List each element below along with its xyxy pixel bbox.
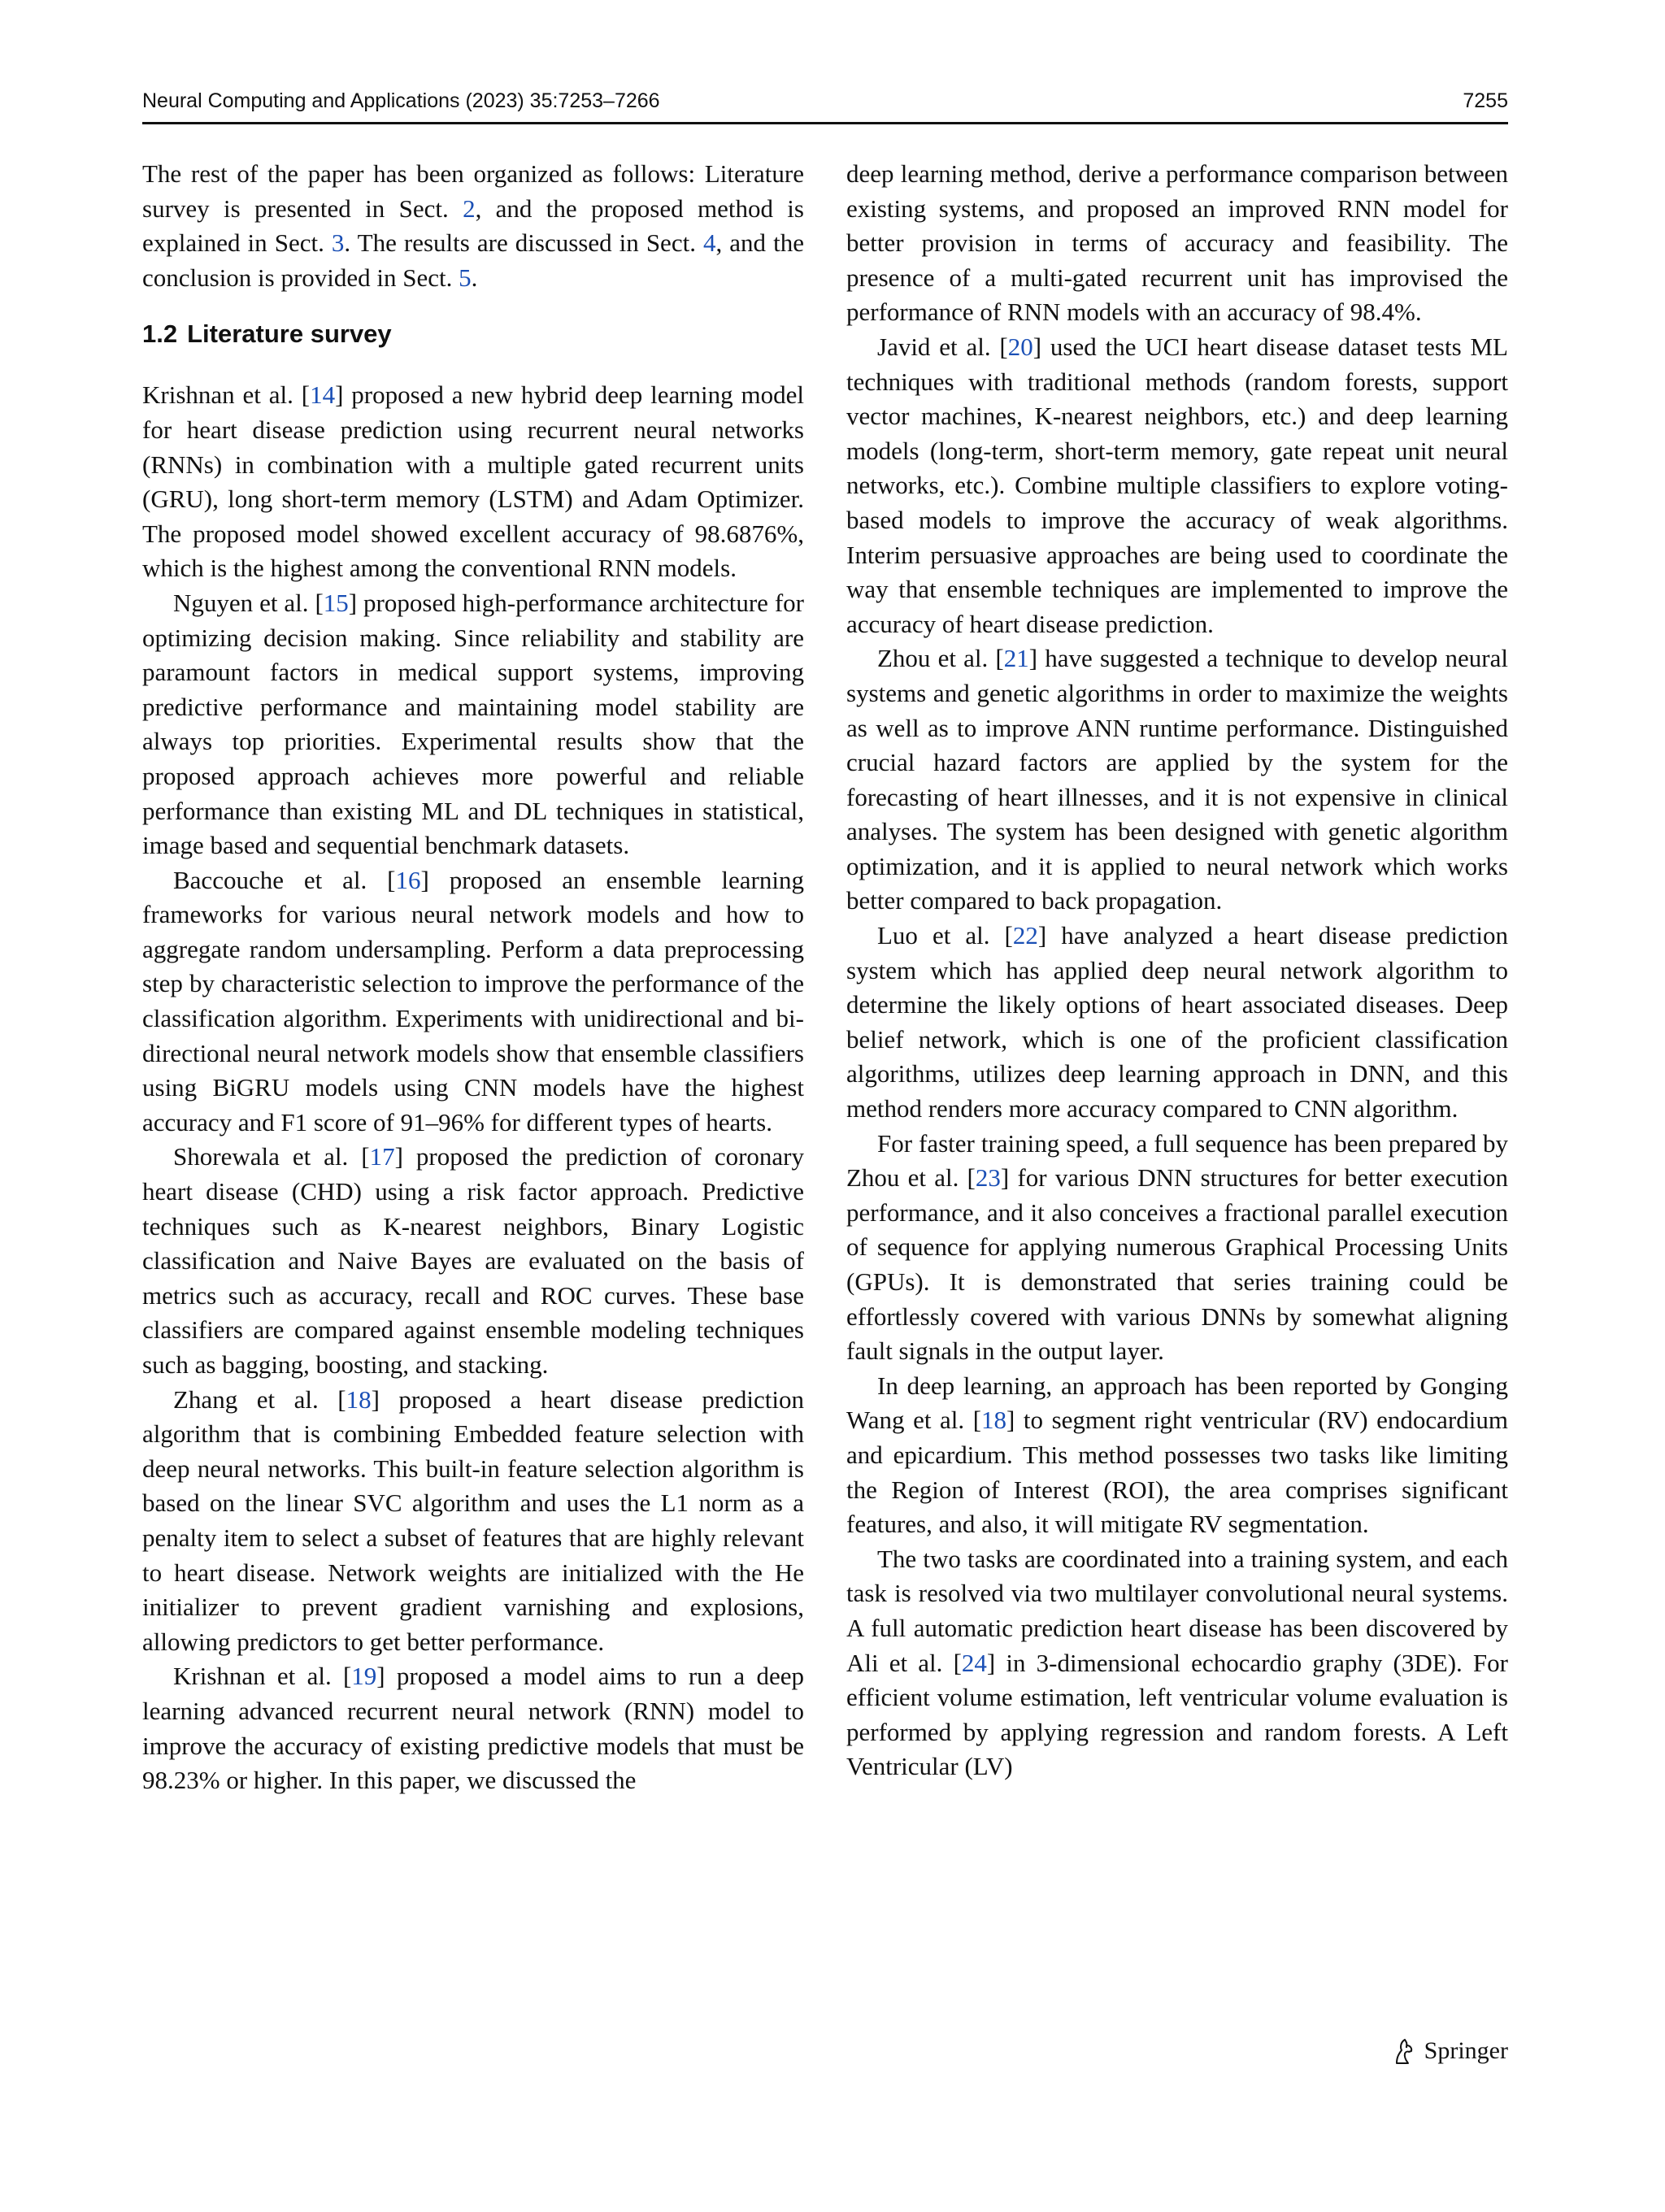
text: ] proposed a heart disease prediction algorithm that is combining Embedded feature selection with deep neural networks. This built-in feature selection algorithm is based on the linear SVC algorithm and uses the L1 norm as a penalty item to select a subset of features that are highly relevant to heart disease. Network weights are initialized with the He initializer to prevent gradient varnishing and explosions, allowing predictors to get better performance. bbox=[142, 1384, 805, 1656]
text: ] proposed a model aims to run a deep learning advanced recurrent neural network (RNN) model to improve the accuracy of existing predictive models that must be 98.23% or higher. In this paper, we discussed the bbox=[142, 1662, 804, 1795]
paragraph bbox=[846, 641, 1508, 919]
text: ] proposed a new hybrid deep learning model for heart disease prediction using recurrent neural networks (RNNs) in combination with a multiple gated recurrent units (GRU), long short-term memory (LSTM) and Adam Optimizer. The proposed model showed excellent accuracy of 98.6876%, which is the highest among the conventional RNN models. bbox=[142, 380, 804, 583]
text: ] have analyzed a heart disease prediction system which has applied deep neural network algorithm to determine the likely options of heart associated diseases. Deep belief network, which is one of the proficient classification algorithms, utilizes deep learning approach in DNN, and this method renders more accuracy compared to CNN algorithm. bbox=[846, 921, 1508, 1123]
paragraph bbox=[142, 586, 804, 863]
section-link[interactable]: 5 bbox=[459, 263, 472, 292]
text: For faster training speed, a full sequence has been prepared by Zhou et al. [ bbox=[846, 1128, 1508, 1193]
text: Luo et al. [ bbox=[877, 921, 1013, 950]
section-link[interactable]: 3 bbox=[331, 228, 345, 258]
citation-link[interactable]: 18 bbox=[346, 1384, 372, 1414]
citation-link[interactable]: 20 bbox=[1007, 332, 1033, 361]
citation-link[interactable]: 17 bbox=[369, 1142, 395, 1171]
paragraph bbox=[846, 919, 1508, 1127]
publisher-logo bbox=[1392, 2037, 1508, 2065]
text: Javid et al. [ bbox=[877, 332, 1008, 361]
text: Krishnan et al. [ bbox=[173, 1662, 352, 1691]
citation-link[interactable]: 23 bbox=[975, 1163, 1001, 1193]
text: Krishnan et al. [ bbox=[142, 380, 311, 410]
paragraph bbox=[846, 330, 1508, 641]
text: ] used the UCI heart disease dataset tests ML techniques with traditional methods (random forests, support vector machines, K-nearest neighbors, etc.) and deep learning models (long-term, short-term memory, gate repeat unit neural networks, etc.). Combine multiple classifiers to explore voting-based models to improve the accuracy of weak algorithms. Interim persuasive approaches are being used to coordinate the way that ensemble techniques are implemented to improve the accuracy of heart disease prediction. bbox=[846, 332, 1508, 638]
text: Zhang et al. [ bbox=[173, 1384, 346, 1414]
citation-link[interactable]: 14 bbox=[310, 380, 336, 410]
text: In deep learning, an approach has been reported by Gonging Wang et al. [ bbox=[846, 1371, 1508, 1435]
text: , and the proposed method is explained in Sect. bbox=[142, 193, 804, 258]
header-rule bbox=[142, 122, 1508, 124]
page-number: 7255 bbox=[1463, 89, 1508, 112]
intro-paragraph bbox=[142, 157, 804, 295]
paragraph bbox=[142, 1659, 804, 1797]
section-heading bbox=[142, 318, 804, 350]
right-column bbox=[846, 157, 1508, 1784]
paragraph bbox=[142, 863, 804, 1141]
text: ] proposed an ensemble learning frameworks for various neural network models and how to aggregate random undersampling. Perform a data preprocessing step by characteristic selection to improve the performance of the classification algorithm. Experiments with unidirectional and bi-directional neural network models show that ensemble classifiers using BiGRU models using CNN models have the highest accuracy and F1 score of 91–96% for different types of hearts. bbox=[142, 865, 804, 1136]
section-title: Literature survey bbox=[187, 319, 392, 349]
citation-link[interactable]: 22 bbox=[1012, 921, 1038, 950]
citation-link[interactable]: 24 bbox=[961, 1648, 987, 1677]
text: ] proposed the prediction of coronary heart disease (CHD) using a risk factor approach. Predictive techniques such as K-nearest neighbors, Binary Logistic classification and Naive Bayes are evaluated on the basis of metrics such as accuracy, recall and ROC curves. These base classifiers are compared against ensemble modeling techniques such as bagging, boosting, and stacking. bbox=[142, 1142, 804, 1379]
paragraph bbox=[142, 378, 804, 586]
citation-link[interactable]: 16 bbox=[395, 865, 421, 894]
publisher-name: Springer bbox=[1424, 2037, 1508, 2064]
text: ] proposed high-performance architecture for optimizing decision making. Since reliability and stability are paramount factors in medical support systems, improving predictive performance and maintaining model stability are always top priorities. Experimental results show that the proposed approach achieves more powerful and reliable performance than existing ML and DL techniques in statistical, image based and sequential benchmark datasets. bbox=[142, 588, 805, 860]
text: ] to segment right ventricular (RV) endocardium and epicardium. This method possesses two tasks like limiting the Region of Interest (ROI), the area comprises significant features, and also, it will mitigate RV segmentation. bbox=[846, 1406, 1508, 1539]
text: The rest of the paper has been organized as follows: Literature survey is presented in Sect. bbox=[142, 159, 804, 223]
section-link[interactable]: 4 bbox=[703, 228, 716, 258]
paragraph bbox=[846, 1542, 1508, 1784]
text: . The results are discussed in Sect. bbox=[344, 228, 703, 258]
text: . bbox=[471, 263, 478, 292]
citation-link[interactable]: 19 bbox=[351, 1662, 377, 1691]
paragraph bbox=[142, 1383, 804, 1660]
paragraph bbox=[846, 1369, 1508, 1542]
text: , and the conclusion is provided in Sect. bbox=[142, 228, 804, 292]
text: ] in 3-dimensional echocardio graphy (3DE). For efficient volume estimation, left ventricular volume evaluation is performed by applying regression and random forests. A Left Ventricular (LV) bbox=[846, 1648, 1508, 1781]
citation-link[interactable]: 21 bbox=[1003, 644, 1029, 673]
citation-link[interactable]: 15 bbox=[323, 588, 349, 617]
citation-link[interactable]: 18 bbox=[981, 1406, 1007, 1435]
paragraph bbox=[142, 1140, 804, 1382]
section-number: 1.2 bbox=[142, 319, 178, 349]
running-head bbox=[142, 89, 1508, 122]
springer-horse-icon bbox=[1392, 2037, 1416, 2065]
text: ] have suggested a technique to develop neural systems and genetic algorithms in order to maximize the weights as well as to improve ANN runtime performance. Distinguished crucial hazard factors are applied by the system for the forecasting of heart illnesses, and it is not expensive in clinical analyses. The system has been designed with genetic algorithm optimization, and it is applied to neural network which works better compared to back propagation. bbox=[846, 644, 1508, 915]
section-link[interactable]: 2 bbox=[463, 193, 476, 223]
text: ] for various DNN structures for better execution performance, and it also conceives a fractional parallel execution of sequence for applying numerous Graphical Processing Units (GPUs). It is demonstrated that series training could be effortlessly covered with various DNNs by somewhat aligning fault signals in the output layer. bbox=[846, 1163, 1508, 1366]
text: Shorewala et al. [ bbox=[173, 1142, 370, 1171]
left-column bbox=[142, 157, 804, 1798]
text: The two tasks are coordinated into a training system, and each task is resolved via two multilayer convolutional neural systems. A full automatic prediction heart disease has been discovered by Ali et al. [ bbox=[846, 1544, 1508, 1677]
paragraph-continued: deep learning method, derive a performance comparison between existing systems, and proposed an improved RNN model for better provision in terms of accuracy and feasibility. The presence of a multi-gated recurrent unit has improvised the performance of RNN models with an accuracy of 98.4%. bbox=[846, 159, 1508, 327]
text: Baccouche et al. [ bbox=[173, 865, 396, 894]
text: Zhou et al. [ bbox=[877, 644, 1004, 673]
paragraph bbox=[846, 1127, 1508, 1369]
text: Nguyen et al. [ bbox=[173, 588, 324, 617]
journal-citation: Neural Computing and Applications (2023) 35:7253–7266 bbox=[142, 89, 660, 112]
